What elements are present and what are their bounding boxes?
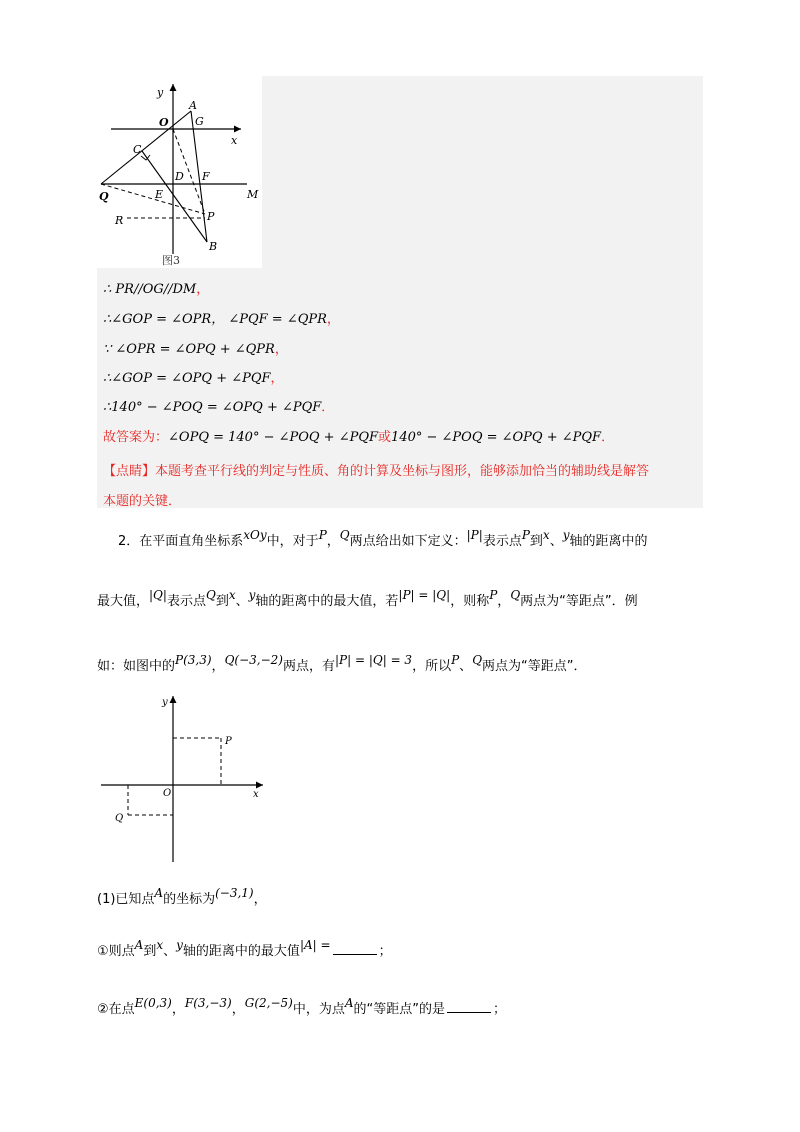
label-g: G xyxy=(195,115,204,128)
label-m: M xyxy=(247,188,259,201)
fig2-label-o: O xyxy=(163,788,172,799)
answer-blank-2[interactable] xyxy=(447,1000,491,1013)
problem2-line-1: 2．在平面直角坐标系xOy中，对于P，Q两点给出如下定义：|P|表示点P到x、y轴的距离中的 xyxy=(118,528,648,549)
label-c: C xyxy=(133,143,142,156)
solution-line-1: ∴ PR//OG//DM， xyxy=(103,282,210,297)
fig2-label-p: P xyxy=(225,736,232,747)
answer-blank-1[interactable] xyxy=(333,942,377,955)
fig2-label-q: Q xyxy=(115,813,124,824)
solution-line-2: ∴∠GOP = ∠OPR， ∠PQF = ∠QPR， xyxy=(103,312,340,327)
fig2-label-y: y xyxy=(162,697,168,708)
label-o: O xyxy=(159,116,169,129)
part1-line: (1)已知点A的坐标为(−3,1)， xyxy=(97,886,267,907)
solution-line-5: ∴140° − ∠POQ = ∠OPQ + ∠PQF． xyxy=(103,400,335,415)
label-d: D xyxy=(175,170,184,183)
solution-line-3: ∵ ∠OPR = ∠OPQ + ∠QPR， xyxy=(103,342,288,357)
label-b: B xyxy=(209,240,218,253)
fig2-label-x: x xyxy=(253,789,259,800)
label-r: R xyxy=(115,214,124,227)
question-1-line: ①则点A到x、y轴的距离中的最大值|A| = ； xyxy=(97,938,392,959)
label-f: F xyxy=(202,170,210,183)
question-2-line: ②在点E(0,3)，F(3,−3)，G(2,−5)中，为点A的“等距点”的是 ； xyxy=(97,996,507,1017)
problem2-line-2: 最大值，|Q|表示点Q到x、y轴的距离中的最大值，若|P| = |Q|，则称P，Q两点为“等距点”．例 xyxy=(97,588,638,609)
coordinate-plane-figure xyxy=(97,688,272,866)
problem2-line-3: 如：如图中的P(3,3)，Q(−3,−2)两点，有|P| = |Q| = 3，所以P、Q两点为“等距点”． xyxy=(97,653,587,674)
comment-line-1: 【点睛】本题考查平行线的判定与性质、角的计算及坐标与图形，能够添加恰当的辅助线是解答 xyxy=(103,464,650,479)
comment-line-2: 本题的关键． xyxy=(103,494,182,509)
figure-3-diagram xyxy=(97,76,262,268)
label-q: Q xyxy=(99,190,109,203)
label-x: x xyxy=(231,134,238,147)
answer-line: 故答案为：∠OPQ = 140° − ∠POQ + ∠PQF或140° − ∠POQ = ∠OPQ + ∠PQF． xyxy=(103,430,615,445)
label-p: P xyxy=(207,210,215,223)
label-y: y xyxy=(157,86,164,99)
label-e: E xyxy=(155,188,164,201)
solution-line-4: ∴∠GOP = ∠OPQ + ∠PQF， xyxy=(103,371,284,386)
figure-3-caption: 图3 xyxy=(162,254,180,267)
label-a: A xyxy=(189,99,197,112)
